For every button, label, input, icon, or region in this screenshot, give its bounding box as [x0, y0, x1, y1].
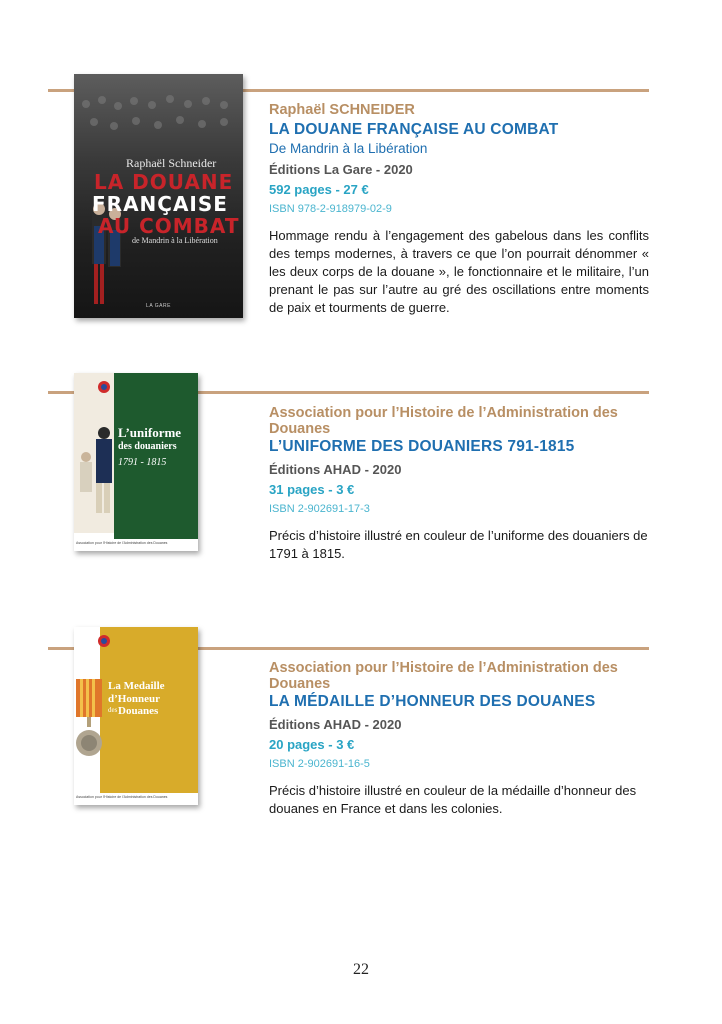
book-description: Précis d’histoire illustré en couleur de la médaille d’honneur des douanes en France et dans les colonies. — [269, 783, 637, 816]
book-title: LA DOUANE FRANÇAISE AU COMBAT — [269, 121, 559, 138]
cover-title-line2: d’Honneur — [108, 693, 160, 705]
cover-title-line1: L’uniforme — [118, 425, 182, 440]
book-entry — [269, 660, 649, 818]
cover-title-line2: FRANÇAISE — [92, 192, 228, 216]
book-edition: Éditions AHAD - 2020 — [269, 717, 402, 732]
cover-green-band — [114, 373, 198, 539]
cover-subtitle: de Mandrin à la Libération — [132, 236, 218, 245]
book-cover-uniforme[interactable] — [74, 373, 198, 551]
book-isbn: ISBN 2-902691-17-3 — [269, 503, 370, 515]
book-isbn: ISBN 2-902691-16-5 — [269, 758, 370, 770]
cover-title-line1: LA DOUANE — [94, 170, 234, 194]
book-isbn: ISBN 978-2-918979-02-9 — [269, 203, 392, 215]
cover-title-line2: des douaniers — [118, 441, 177, 452]
cover-publisher: LA GARE — [146, 303, 171, 309]
book-description: Hommage rendu à l’engagement des gabelous dans les conflits des temps modernes, à travers ce que l’on pourrait dénommer « les deux corps de la douane », le fonctionnaire et le militaire, l’un prenant le pas sur l’autre au gré des oscillations entre moments de paix et tourments de guerre. — [269, 228, 649, 315]
cover-footer: Association pour l’Histoire de l’Administration des Douanes — [76, 541, 168, 545]
book-author: Association pour l’Histoire de l’Administration des Douanes — [269, 405, 618, 437]
cover-footer: Association pour l’Histoire de l’Administration des Douanes — [76, 795, 168, 799]
cover-title-line3: des — [108, 706, 118, 714]
cover-title-line1: La Medaille — [108, 680, 165, 692]
book-price: 20 pages - 3 € — [269, 737, 355, 752]
book-title: LA MÉDAILLE D’HONNEUR DES DOUANES — [269, 693, 596, 710]
book-cover-la-douane[interactable] — [74, 74, 243, 318]
page-number: 22 — [353, 961, 369, 978]
book-price: 31 pages - 3 € — [269, 482, 355, 497]
book-price: 592 pages - 27 € — [269, 182, 369, 197]
book-cover-medaille[interactable] — [74, 627, 198, 805]
book-edition: Éditions AHAD - 2020 — [269, 462, 402, 477]
cover-title-line4: Douanes — [118, 705, 159, 717]
cover-illustration — [74, 373, 114, 533]
book-author: Association pour l’Histoire de l’Administration des Douanes — [269, 660, 618, 692]
book-subtitle: De Mandrin à la Libération — [269, 141, 428, 156]
cover-title-line3: 1791 - 1815 — [118, 457, 167, 468]
book-author: Raphaël SCHNEIDER — [269, 102, 415, 118]
book-title: L’UNIFORME DES DOUANIERS 791-1815 — [269, 438, 575, 455]
cover-author: Raphaël Schneider — [126, 156, 217, 170]
book-edition: Éditions La Gare - 2020 — [269, 162, 413, 177]
cover-title-line3: AU COMBAT — [98, 214, 240, 238]
book-description: Précis d’histoire illustré en couleur de l’uniforme des douaniers de 1791 à 1815. — [269, 528, 648, 561]
book-entry — [269, 405, 649, 563]
book-entry — [269, 102, 649, 317]
